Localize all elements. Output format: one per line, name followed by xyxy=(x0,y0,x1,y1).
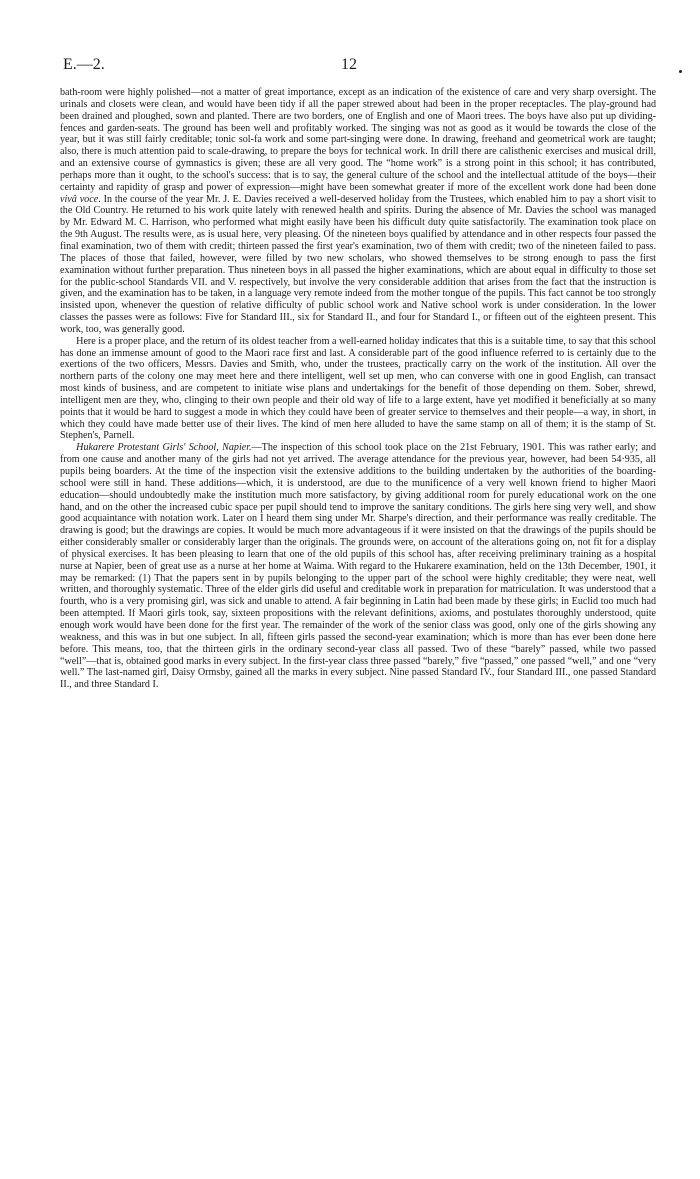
document-body xyxy=(60,87,656,691)
margin-dot xyxy=(679,70,682,73)
page-header xyxy=(0,56,700,76)
page-number: 12 xyxy=(341,56,357,73)
paragraph-1 xyxy=(60,87,656,336)
paragraph-text: —The inspection of this school took place on the 21st February, 1901. This was rather early; and from one cause and another many of the girls had not yet arrived. The average attendance for the previous year, however, had been 54·935, all pupils being boarders. At the time of the inspection visit the extensive additions to the building undertaken by the authorities of the boarding-school were still in hand. These additions—which, it is understood, are due to the munificence of a very well known friend to higher Maori education—should undoubtedly make the institution much more satisfactory, by giving additional room for purely educational work on the one hand, and on the other the increased cubic space per pupil should tend to improve the sanitary conditions. The girls here sing very well, and show good acquaintance with notation work. Later on I heard them sing under Mr. Sharpe's direction, and their performance was really creditable. The drawing is good; but the drawings are copies. It would be much more advantageous if it were insisted on that the drawings of the pupils should be either considerably smaller or considerably larger than the originals. The grounds were, on account of the alterations going on, not fit for a display of physical exercises. It has been pleasing to learn that one of the old pupils of this school has, after receiving preliminary training as a hospital nurse at Napier, been of great use as a nurse at her home at Waima. With regard to the Hukarere examination, held on the 13th December, 1901, it may be remarked: (1) That the papers sent in by pupils belonging to the upper part of the school were highly creditable; they were neat, well written, and thoroughly systematic. Three of the elder girls did useful and creditable work in preparation for matriculation. It was understood that a fourth, who is a very promising girl, was sick and unable to attend. A fair beginning in Latin had been made by these girls; in Euclid too much had been attempted. If Maori girls took, say, sixteen propositions with the relevant definitions, axioms, and postulates thoroughly understood, quite enough work would have been done for the first year. The remainder of the work of the senior class was good, only one of the girls showing any weakness, and this was in but one subject. In all, fifteen girls passed the second-year examination; which is more than has ever been done here before. This means, too, that the thirteen girls in the ordinary second-year class all passed. Two of these “barely” passed, while two passed “well”—that is, obtained good marks in every subject. In the first-year class three passed “barely,” five “passed,” one passed “well,” and one “very well.” The last-named girl, Daisy Ormsby, gained all the marks in every subject. Nine passed Standard IV., four Standard III., one passed Standard II., and three Standard I. xyxy=(60,442,656,691)
paragraph-2: Here is a proper place, and the return of its oldest teacher from a well-earned holiday indicates that this is a suitable time, to say that this school has done an immense amount of good to the Maori race first and last. A considerable part of the good influence referred to is certainly due to the exertions of the two officers, Messrs. Davies and Smith, who, under the trustees, practically carry on the work of the institution. All over the northern parts of the colony one may meet here and there intelligent, well set up men, who can converse with one in good English, can transact most kinds of business, and are competent to initiate wise plans and undertakings for the benefit of those depending on them. Sober, shrewd, intelligent men are they, who, clinging to their own people and their old way of life to a large extent, have yet modified it beneficially at so many points that it would be hard to suggest a mode in which they could have been of greater service to themselves and their people—a way, in short, in which they could have made better use of their lives. The kind of men here alluded to have the same stamp on all of them; it is the stamp of St. Stephen's, Parnell. xyxy=(60,335,656,442)
paragraph-text-continued: . In the course of the year Mr. J. E. Davies received a well-deserved holiday from the Trustees, which enabled him to pay a short visit to the Old Country. He returned to his work quite lately with renewed health and spirits. During the absence of Mr. Davies the school was managed by Mr. Edward M. C. Harrison, who performed what might easily have been his difficult duty quite satisfactorily. The examination took place on the 9th August. The results were, as is usual here, very pleasing. Of the nineteen boys qualified by attendance and in other respects four passed the final examination, two of them with credit; thirteen passed the first year's examination, two of them with credit; two of the nineteen failed to pass. The places of those that failed, however, were filled by two new scholars, who showed themselves to be strong enough to pass the first examination without further preparation. Thus nineteen boys in all passed the higher examinations, which are about equal in difficulty to those set for the public-school Standards VII. and V. respectively, but involve the very considerable addition that arises from the fact that the instruction is given, and the examination has to be taken, in a language very remote indeed from the mother tongue of the pupils. This fact cannot be too strongly insisted upon, whenever the question of relative difficulty of public school work and Native school work is under consideration. In the lower classes the passes were as follows: Five for Standard III., six for Standard II., and four for Standard I., or fifteen out of the eighteen present. This work, too, was generally good. xyxy=(60,193,657,335)
section-heading: Hukarere Protestant Girls' School, Napier. xyxy=(76,442,252,454)
paragraph-3 xyxy=(60,442,656,691)
paragraph-text: bath-room were highly polished—not a matter of great importance, except as an indication of the existence of care and very sharp oversight. The urinals and closets were clean, and would have been tidy if all the paper strewed about had been in the proper receptacles. The play-ground had been drained and ploughed, sown and planted. There are two borders, one of English and one of Maori trees. The boys have also put up dividing-fences and garden-seats. The ground has been well and profitably worked. The singing was not as good as it would be towards the close of the year, but it was still fairly creditable; tonic sol-fa work and some part-singing were done. In drawing, freehand and geometrical work are taught; also, there is much attention paid to scale-drawing, to prepare the boys for technical work. In drill there are calisthenic exercises and musical drill, and an extensive course of gymnastics is given; these are all very good. The “home work” is a strong point in this school; it has contributed, perhaps more than it ought, to the school's success: that is to say, the general culture of the school and the intellectual attitude of the boys—their certainty and rapidity of grasp and power of expression—might have been somewhat greater if more of the excellent work done had been done xyxy=(60,87,656,193)
document-reference: E.—2. xyxy=(63,56,105,73)
italic-phrase: vivâ voce xyxy=(60,193,99,205)
